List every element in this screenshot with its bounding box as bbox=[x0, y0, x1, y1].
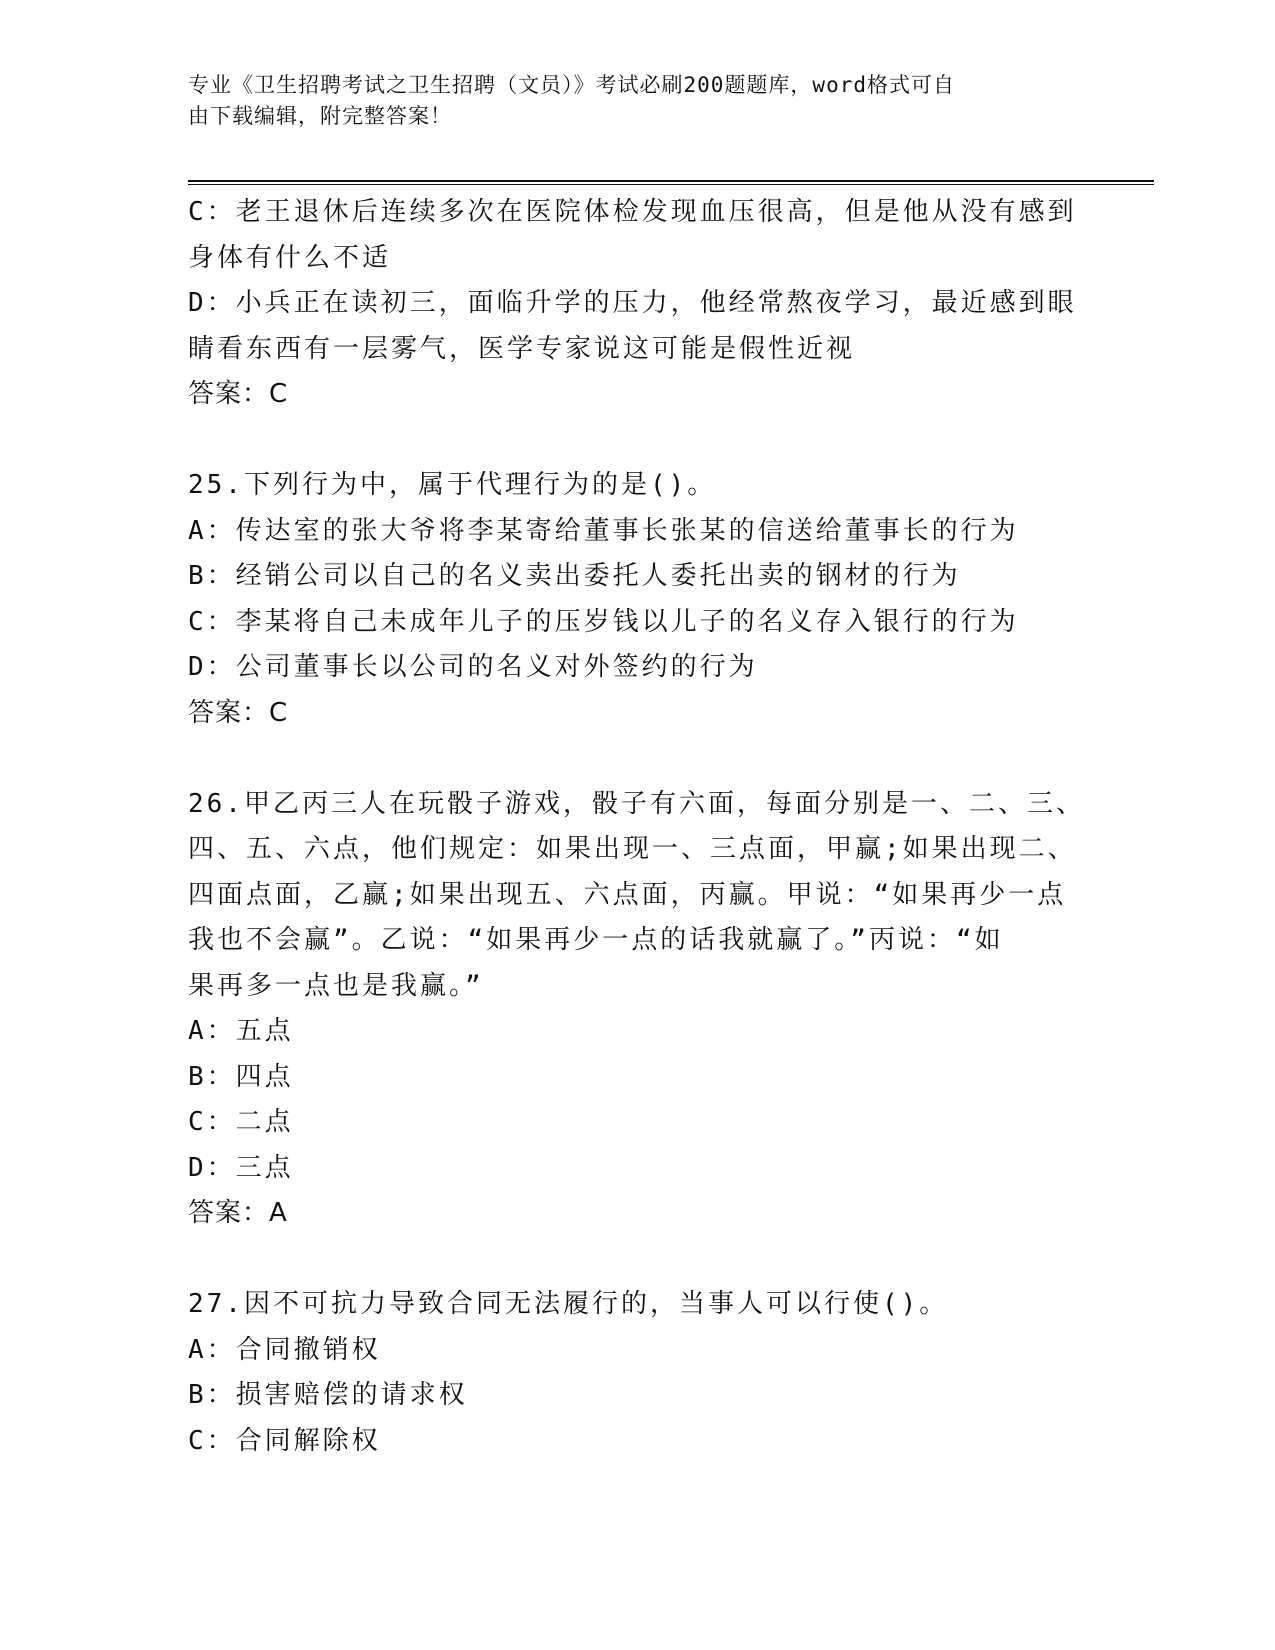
option-a: A：合同撤销权 bbox=[188, 1334, 381, 1365]
option-b: B：经销公司以自己的名义卖出委托人委托出卖的钢材的行为 bbox=[188, 561, 961, 591]
option-c: C：李某将自己未成年儿子的压岁钱以儿子的名义存入银行的行为 bbox=[188, 606, 1019, 637]
question-stem: 27.因不可抗力导致合同无法履行的，当事人可以行使()。 bbox=[188, 1289, 949, 1319]
option-b: B：四点 bbox=[188, 1061, 294, 1092]
option-b: B：损害赔偿的请求权 bbox=[188, 1380, 468, 1410]
option-d-line-2: 睛看东西有一层雾气，医学专家说这可能是假性近视 bbox=[188, 333, 856, 364]
spacer bbox=[188, 736, 1088, 782]
option-c: C：合同解除权 bbox=[188, 1425, 381, 1456]
option-c-line-1: C：老王退休后连续多次在医院体检发现血压很高，但是他从没有感到 bbox=[188, 197, 1077, 227]
question-stem-line-2: 四、五、六点，他们规定：如果出现一、三点面，甲赢;如果出现二、 bbox=[188, 834, 1077, 864]
spacer bbox=[188, 418, 1088, 464]
question-stem: 25.下列行为中，属于代理行为的是()。 bbox=[188, 470, 717, 500]
option-d-line-1: D：小兵正在读初三，面临升学的压力，他经常熬夜学习，最近感到眼 bbox=[188, 288, 1077, 318]
answer: 答案：C bbox=[188, 697, 289, 728]
question-26 bbox=[188, 782, 1088, 1237]
answer: 答案：C bbox=[188, 379, 289, 409]
question-stem-line-3: 四面点面，乙赢;如果出现五、六点面，丙赢。甲说：“如果再少一点 bbox=[188, 879, 1067, 910]
header-line-1: 专业《卫生招聘考试之卫生招聘（文员）》考试必刷200题题库，word格式可自 bbox=[188, 73, 955, 97]
question-stem-line-4: 我也不会赢”。乙说：“如果再少一点的话我就赢了。”丙说：“如 bbox=[188, 925, 1004, 955]
option-d: D：三点 bbox=[188, 1152, 294, 1183]
option-c: C：二点 bbox=[188, 1107, 294, 1137]
option-d: D：公司董事长以公司的名义对外签约的行为 bbox=[188, 652, 758, 682]
option-a: A：五点 bbox=[188, 1016, 294, 1046]
question-25 bbox=[188, 463, 1088, 736]
question-stem-line-1: 26.甲乙丙三人在玩骰子游戏，骰子有六面，每面分别是一、二、三、 bbox=[188, 788, 1085, 819]
document-body bbox=[188, 190, 1088, 1464]
option-a: A：传达室的张大爷将李某寄给董事长张某的信送给董事长的行为 bbox=[188, 515, 1019, 546]
spacer bbox=[188, 1237, 1088, 1283]
header-divider-thin bbox=[188, 184, 1154, 185]
question-27 bbox=[188, 1282, 1088, 1464]
document-header bbox=[188, 70, 1068, 132]
answer: 答案：A bbox=[188, 1198, 288, 1228]
header-line-2: 由下载编辑，附完整答案！ bbox=[188, 104, 452, 128]
option-c-line-2: 身体有什么不适 bbox=[188, 242, 392, 273]
question-24-tail bbox=[188, 190, 1088, 418]
header-divider-thick bbox=[188, 180, 1154, 182]
question-stem-line-5: 果再多一点也是我赢。” bbox=[188, 970, 484, 1001]
